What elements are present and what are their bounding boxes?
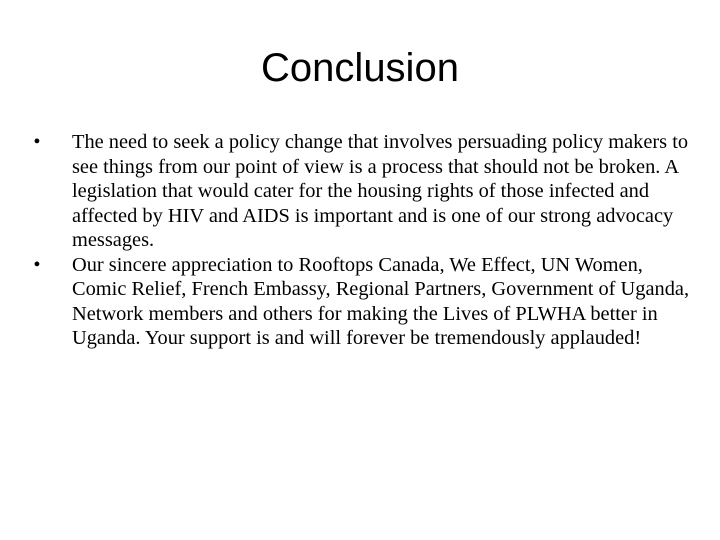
- bullet-item-appreciation: [30, 253, 690, 351]
- bullet-text: The need to seek a policy change that involves persuading policy makers to see things from our point of view is a process that should not be broken. A legislation that would cater for the housing rights of those infected and affected by HIV and AIDS is important and is one of our strong advocacy messages.: [72, 131, 689, 251]
- bullet-text: Our sincere appreciation to Rooftops Canada, We Effect, UN Women, Comic Relief, French Embassy, Regional Partners, Government of Uganda, Network members and others for making the Lives of PLWHA better in Uganda. Your support is and will forever be tremendously applauded!: [72, 253, 690, 349]
- bullet-list: [30, 130, 690, 351]
- slide-title: Conclusion: [261, 46, 459, 90]
- bullet-item-policy-change: [30, 130, 690, 253]
- bullet-marker: •: [33, 131, 41, 153]
- bullet-marker: •: [33, 253, 41, 276]
